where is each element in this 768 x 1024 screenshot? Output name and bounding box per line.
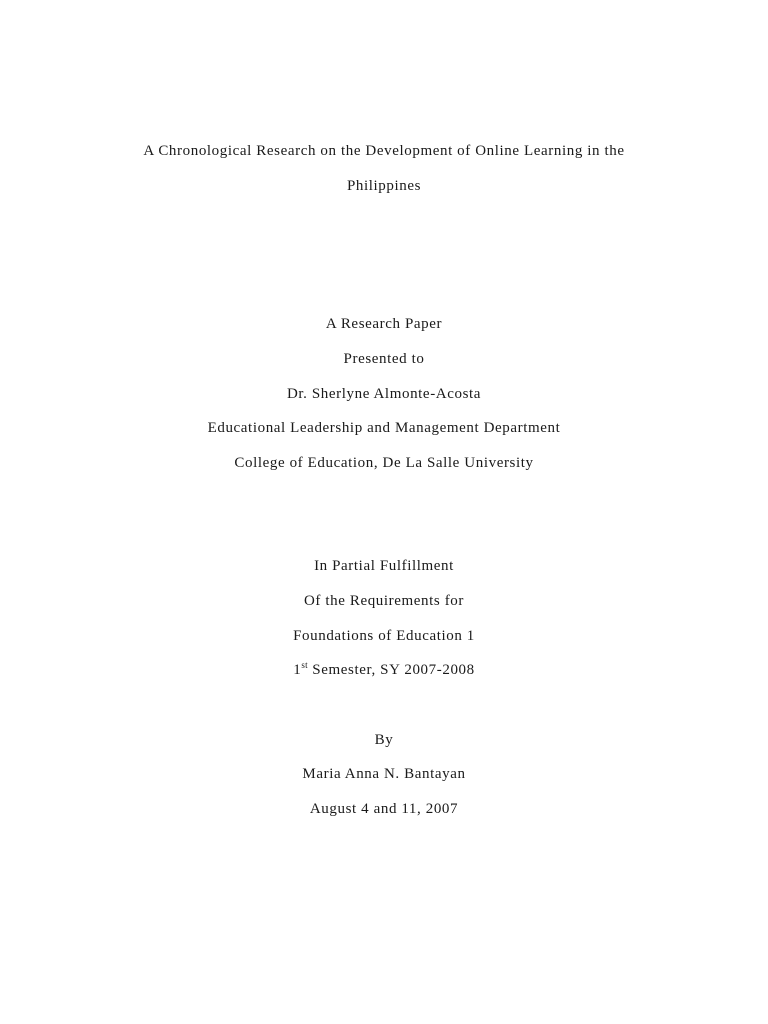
fulfillment-line-2: Of the Requirements for xyxy=(303,593,464,609)
title-line-2: Philippines xyxy=(346,178,422,194)
semester-number: 1 xyxy=(293,662,302,678)
semester-ordinal-suffix: st xyxy=(301,660,308,670)
presented-to: Presented to xyxy=(343,351,425,367)
title-line-1: A Chronological Research on the Development of Online Learning in the xyxy=(143,143,625,159)
date-line: August 4 and 11, 2007 xyxy=(309,801,459,817)
semester-line xyxy=(0,661,768,679)
semester-text: Semester, SY 2007-2008 xyxy=(307,662,475,678)
recipient-name: Dr. Sherlyne Almonte-Acosta xyxy=(286,386,482,402)
college-name: College of Education, De La Salle University xyxy=(234,455,534,471)
paper-type: A Research Paper xyxy=(325,316,443,332)
by-label: By xyxy=(374,732,394,748)
department-name: Educational Leadership and Management Department xyxy=(207,420,561,436)
author-name: Maria Anna N. Bantayan xyxy=(302,766,466,782)
course-name: Foundations of Education 1 xyxy=(293,628,475,644)
fulfillment-line-1: In Partial Fulfillment xyxy=(314,558,454,574)
